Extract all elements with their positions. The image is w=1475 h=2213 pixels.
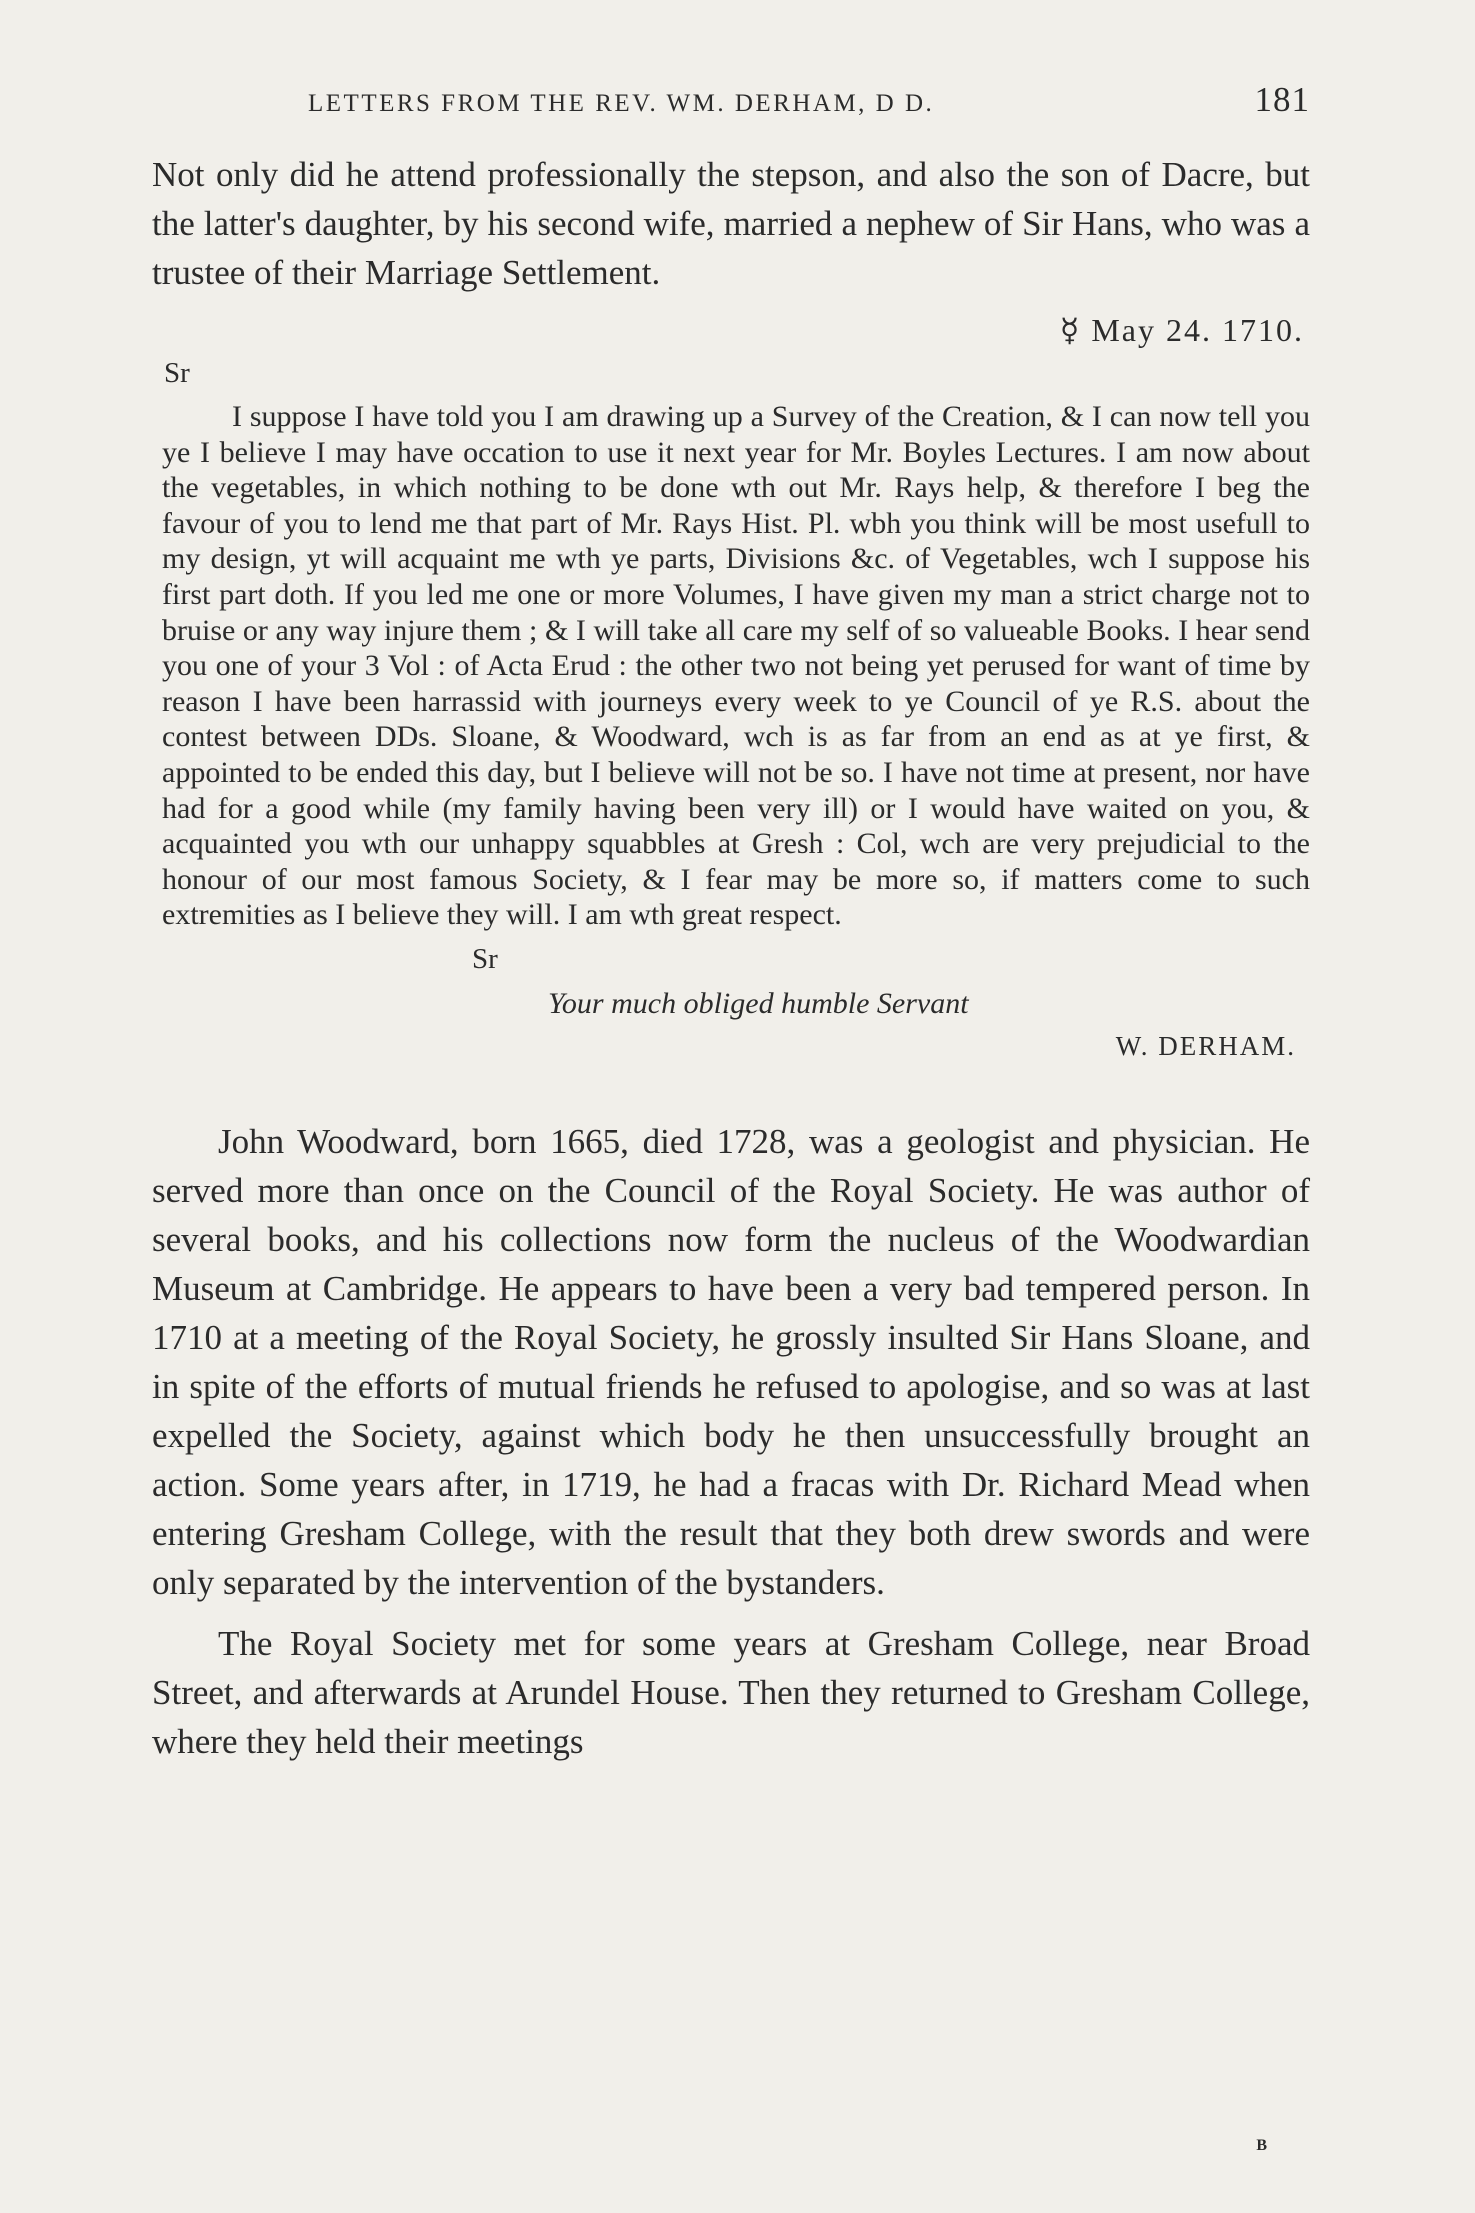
royal-society-paragraph: The Royal Society met for some years at Gresham College, near Broad Street, and afterwards at Arundel House. Then they returned to Gresham College, where they held their meetings — [152, 1623, 1310, 1761]
running-head — [308, 80, 1310, 140]
letter-date: ☿ May 24. 1710. — [1059, 312, 1304, 348]
letter-signature: W. DERHAM. — [1115, 1030, 1296, 1061]
closing-salutation: Sr — [472, 942, 498, 975]
running-head-title: LETTERS FROM THE REV. WM. DERHAM, D D. — [308, 90, 935, 117]
intro-paragraph: Not only did he attend professionally the stepson, and also the son of Dacre, but the latter's daughter, by his second wife, married a nephew of Sir Hans, who was a trustee of their Marriage Settlement. — [152, 155, 1310, 292]
letter-body: I suppose I have told you I am drawing up a Survey of the Creation, & I can now tell you ye I believe I may have occation to use it next year for Mr. Boyles Lectures. I am now about the vegetables, in which nothing to be done wth out Mr. Rays help, & therefore I beg the favour of you to lend me that part of Mr. Rays Hist. Pl. wbh you think will be most usefull to my design, yt will acquaint me wth ye parts, Divisions &c. of Vegetables, wch I suppose his first part doth. If you led me one or more Volumes, I have given my man a strict charge not to bruise or any way injure them ; & I will take all care my self of so valueable Books. I hear send you one of your 3 Vol : of Acta Erud : the other two not being yet perused for want of time by reason I have been harrassid with journeys every week to ye Council of ye R.S. about the contest between DDs. Sloane, & Woodward, wch is as far from an end as at ye first, & appointed to be ended this day, but I believe will not be so. I have not time at present, nor have had for a good while (my family having been very ill) or I would have waited on you, & acquainted you wth our unhappy squabbles at Gresh : Col, wch are very prejudicial to the honour of our most famous Society, & I fear may be more so, if matters come to such extremities as I believe they will. I am wth great respect. — [162, 400, 1310, 932]
letter-salutation: Sr — [164, 357, 190, 389]
signature-mark: B — [1256, 2137, 1267, 2154]
page-number: 181 — [1254, 80, 1310, 119]
woodward-paragraph: John Woodward, born 1665, died 1728, was a geologist and physician. He served more than once on the Council of the Royal Society. He was author of several books, and his collections now form the nucleus of the Woodwardian Museum at Cambridge. He appears to have been a very bad tempered person. In 1710 at a meeting of the Royal Society, he grossly insulted Sir Hans Sloane, and in spite of the efforts of mutual friends he refused to apologise, and so was at last expelled the Society, against which body he then unsuccessfully brought an action. Some years after, in 1719, he had a fracas with Dr. Richard Mead when entering Gresham College, with the result that they both drew swords and were only separated by the intervention of the bystanders. — [152, 1121, 1310, 1602]
letter-closing: Your much obliged humble Servant — [548, 986, 969, 1020]
